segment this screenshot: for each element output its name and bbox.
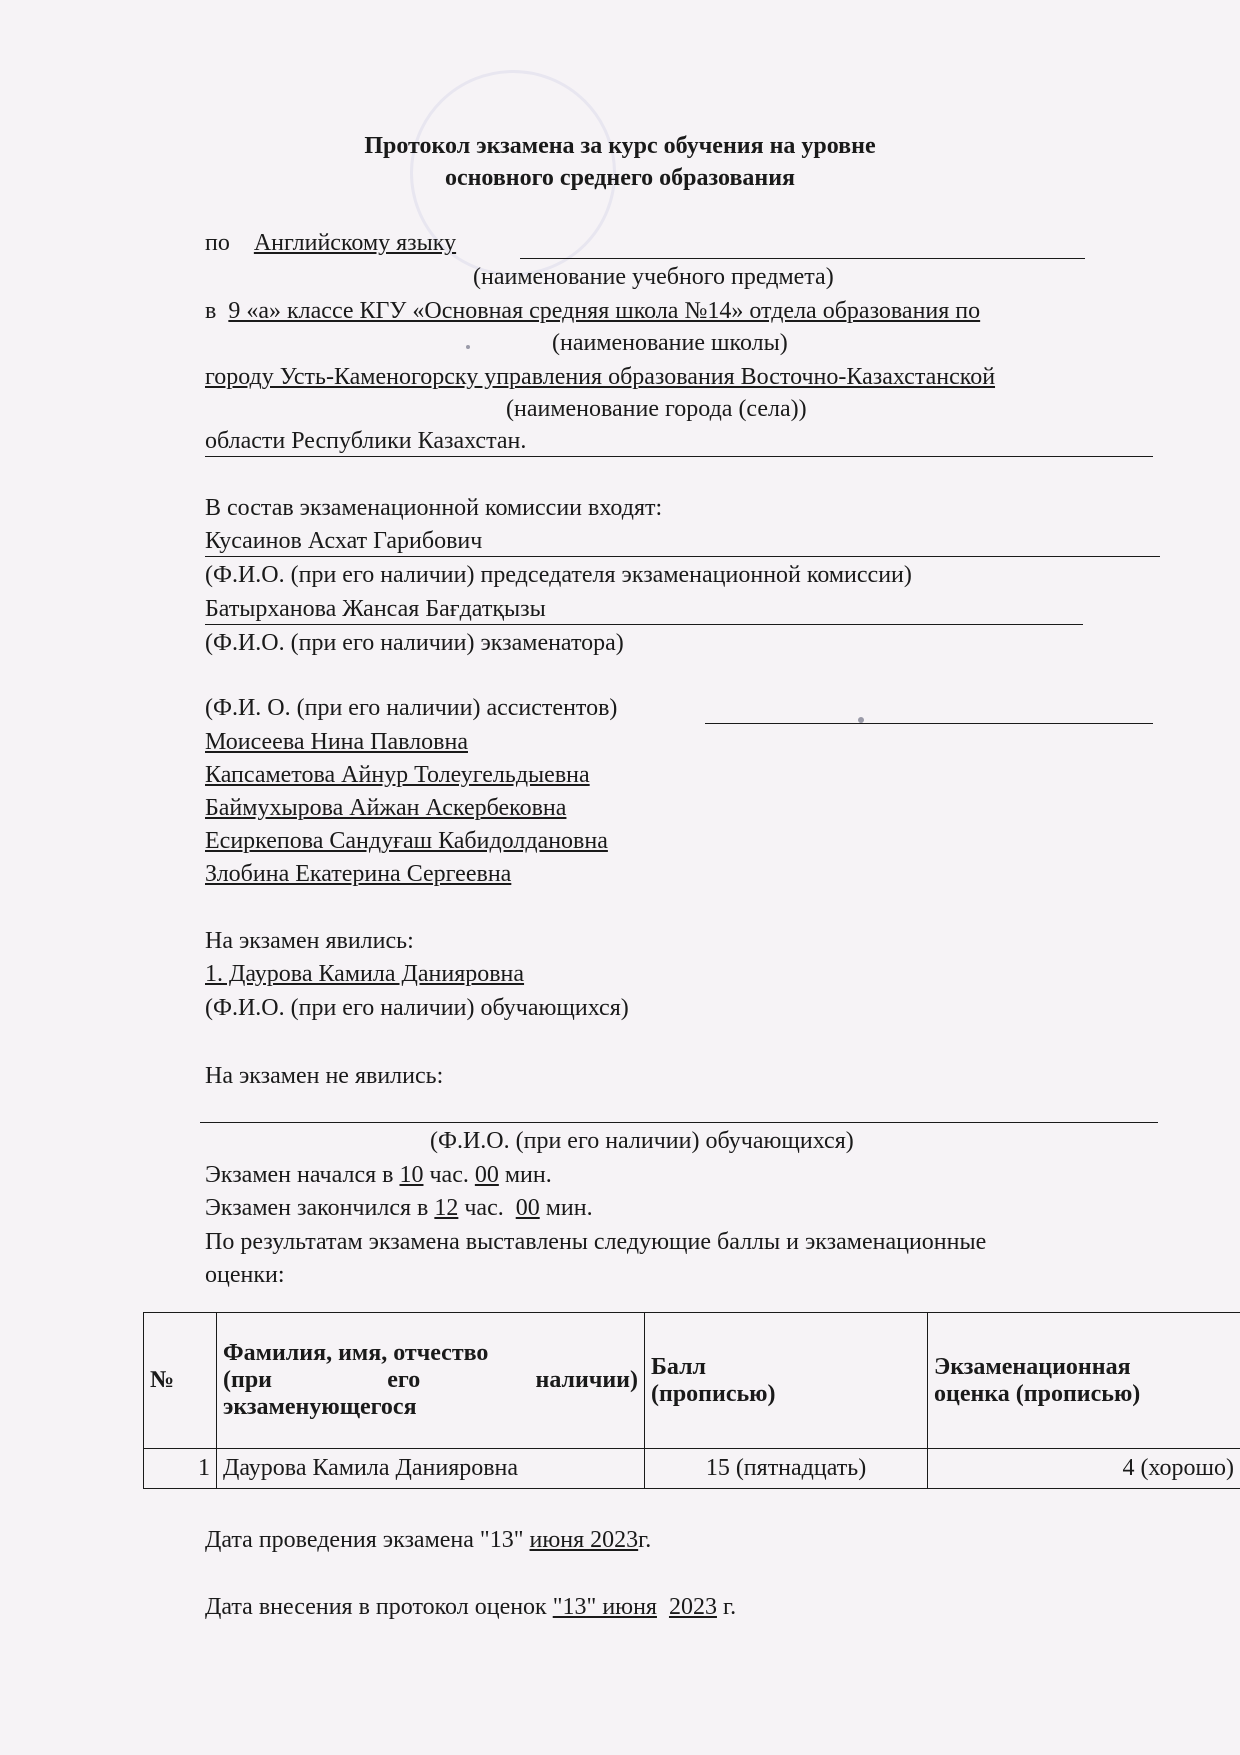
subject-value: Английскому языку bbox=[253, 230, 457, 256]
results-intro-line-1: По результатам экзамена выставлены следующие баллы и экзаменационные bbox=[205, 1229, 987, 1255]
exam-date-suffix: г. bbox=[638, 1527, 652, 1553]
entry-date-year: 2023 bbox=[668, 1594, 717, 1620]
col-header-score-line-2: (прописью) bbox=[651, 1380, 776, 1407]
assistants-caption: (Ф.И. О. (при его наличии) ассистентов) bbox=[205, 695, 618, 721]
examiner-caption: (Ф.И.О. (при его наличии) экзаменатора) bbox=[205, 630, 624, 656]
col-header-name-word: наличии) bbox=[535, 1367, 638, 1393]
entry-date-day: "13" июня bbox=[552, 1594, 657, 1620]
row-num: 1 bbox=[144, 1449, 217, 1489]
minute-unit: мин. bbox=[545, 1195, 593, 1221]
col-header-name-line-3: экзаменующегося bbox=[223, 1394, 417, 1420]
exam-end-label: Экзамен закончился в bbox=[205, 1195, 429, 1221]
entry-date-line bbox=[205, 1594, 736, 1621]
exam-start-line bbox=[205, 1162, 552, 1189]
minute-unit: мин. bbox=[504, 1162, 552, 1188]
col-header-grade-line-2: оценка (прописью) bbox=[934, 1380, 1141, 1407]
commission-heading: В состав экзаменационной комиссии входят: bbox=[205, 495, 663, 521]
col-header-score-line-1: Балл bbox=[651, 1353, 707, 1380]
col-header-name-word: (при bbox=[223, 1367, 272, 1393]
city-caption: (наименование города (села)) bbox=[506, 396, 807, 422]
exam-start-label: Экзамен начался в bbox=[205, 1162, 394, 1188]
entry-date-label: Дата внесения в протокол оценок bbox=[205, 1594, 547, 1620]
col-header-grade-line-1: Экзаменационная bbox=[934, 1353, 1131, 1380]
region-line bbox=[205, 428, 526, 455]
subject-prefix: по bbox=[205, 230, 230, 256]
assistant-name: Баймухырова Айжан Аскербековна bbox=[205, 795, 567, 821]
col-header-grade bbox=[928, 1313, 1240, 1449]
city-line bbox=[205, 364, 995, 391]
col-header-score bbox=[645, 1313, 928, 1449]
examiner-fill-line bbox=[205, 624, 1083, 625]
assistants-fill-line bbox=[705, 723, 1153, 724]
col-header-name-line-2 bbox=[223, 1367, 638, 1394]
exam-date-value: июня 2023 bbox=[529, 1527, 639, 1553]
assistant-name: Капсаметова Айнур Толеугельдыевна bbox=[205, 762, 590, 788]
row-grade: 4 (хорошо) bbox=[928, 1449, 1240, 1489]
assistant-name: Моисеева Нина Павловна bbox=[205, 729, 468, 755]
exam-date-label: Дата проведения экзамена "13" bbox=[205, 1527, 524, 1553]
region-fill-line bbox=[205, 456, 1153, 457]
results-table bbox=[143, 1312, 1240, 1489]
row-score: 15 (пятнадцать) bbox=[645, 1449, 928, 1489]
school-value: 9 «а» классе КГУ «Основная средняя школа №14» отдела образования по bbox=[228, 298, 981, 324]
col-header-name bbox=[217, 1313, 645, 1449]
exam-end-minute: 00 bbox=[515, 1195, 540, 1221]
subject-fill-line bbox=[520, 258, 1085, 259]
page-title-line-1: Протокол экзамена за курс обучения на уровне bbox=[364, 133, 876, 159]
exam-start-hour: 10 bbox=[399, 1162, 424, 1188]
exam-end-hour: 12 bbox=[434, 1195, 459, 1221]
region-value: области Республики Казахстан. bbox=[205, 428, 527, 454]
col-header-name-word: его bbox=[387, 1367, 421, 1393]
subject-caption: (наименование учебного предмета) bbox=[473, 264, 834, 290]
subject-line bbox=[205, 230, 456, 257]
city-value: городу Усть-Каменогорску управления образования Восточно-Казахстанской bbox=[205, 364, 996, 390]
attended-caption: (Ф.И.О. (при его наличии) обучающихся) bbox=[205, 995, 629, 1021]
table-row bbox=[144, 1449, 1240, 1489]
exam-start-minute: 00 bbox=[474, 1162, 499, 1188]
page-title-line-2: основного среднего образования bbox=[444, 165, 796, 191]
absent-heading: На экзамен не явились: bbox=[205, 1063, 444, 1089]
assistant-name: Злобина Екатерина Сергеевна bbox=[205, 861, 512, 887]
table-header-row bbox=[144, 1313, 1240, 1449]
chair-name: Кусаинов Асхат Гарибович bbox=[205, 528, 483, 554]
school-caption: (наименование школы) bbox=[552, 330, 788, 356]
entry-date-suffix: г. bbox=[722, 1594, 737, 1620]
hour-unit: час. bbox=[464, 1195, 504, 1221]
attended-heading: На экзамен явились: bbox=[205, 928, 414, 954]
chair-fill-line bbox=[205, 556, 1160, 557]
col-header-num: № bbox=[144, 1313, 217, 1449]
hour-unit: час. bbox=[429, 1162, 469, 1188]
results-intro-line-2: оценки: bbox=[205, 1262, 285, 1288]
exam-date-line bbox=[205, 1527, 651, 1554]
absent-caption: (Ф.И.О. (при его наличии) обучающихся) bbox=[430, 1128, 854, 1154]
school-line bbox=[205, 298, 980, 325]
exam-end-line bbox=[205, 1195, 593, 1222]
school-prefix: в bbox=[205, 298, 217, 324]
attended-student: 1. Даурова Камила Данияровна bbox=[205, 961, 525, 987]
chair-caption: (Ф.И.О. (при его наличии) председателя экзаменационной комиссии) bbox=[205, 562, 912, 588]
col-header-name-line-1: Фамилия, имя, отчество bbox=[223, 1340, 489, 1366]
absent-fill-line bbox=[200, 1122, 1158, 1123]
assistant-name: Есиркепова Сандуғаш Кабидолдановна bbox=[205, 828, 608, 854]
scan-speck bbox=[466, 345, 470, 349]
row-name: Даурова Камила Данияровна bbox=[217, 1449, 645, 1489]
examiner-name: Батырханова Жансая Бағдатқызы bbox=[205, 596, 546, 622]
